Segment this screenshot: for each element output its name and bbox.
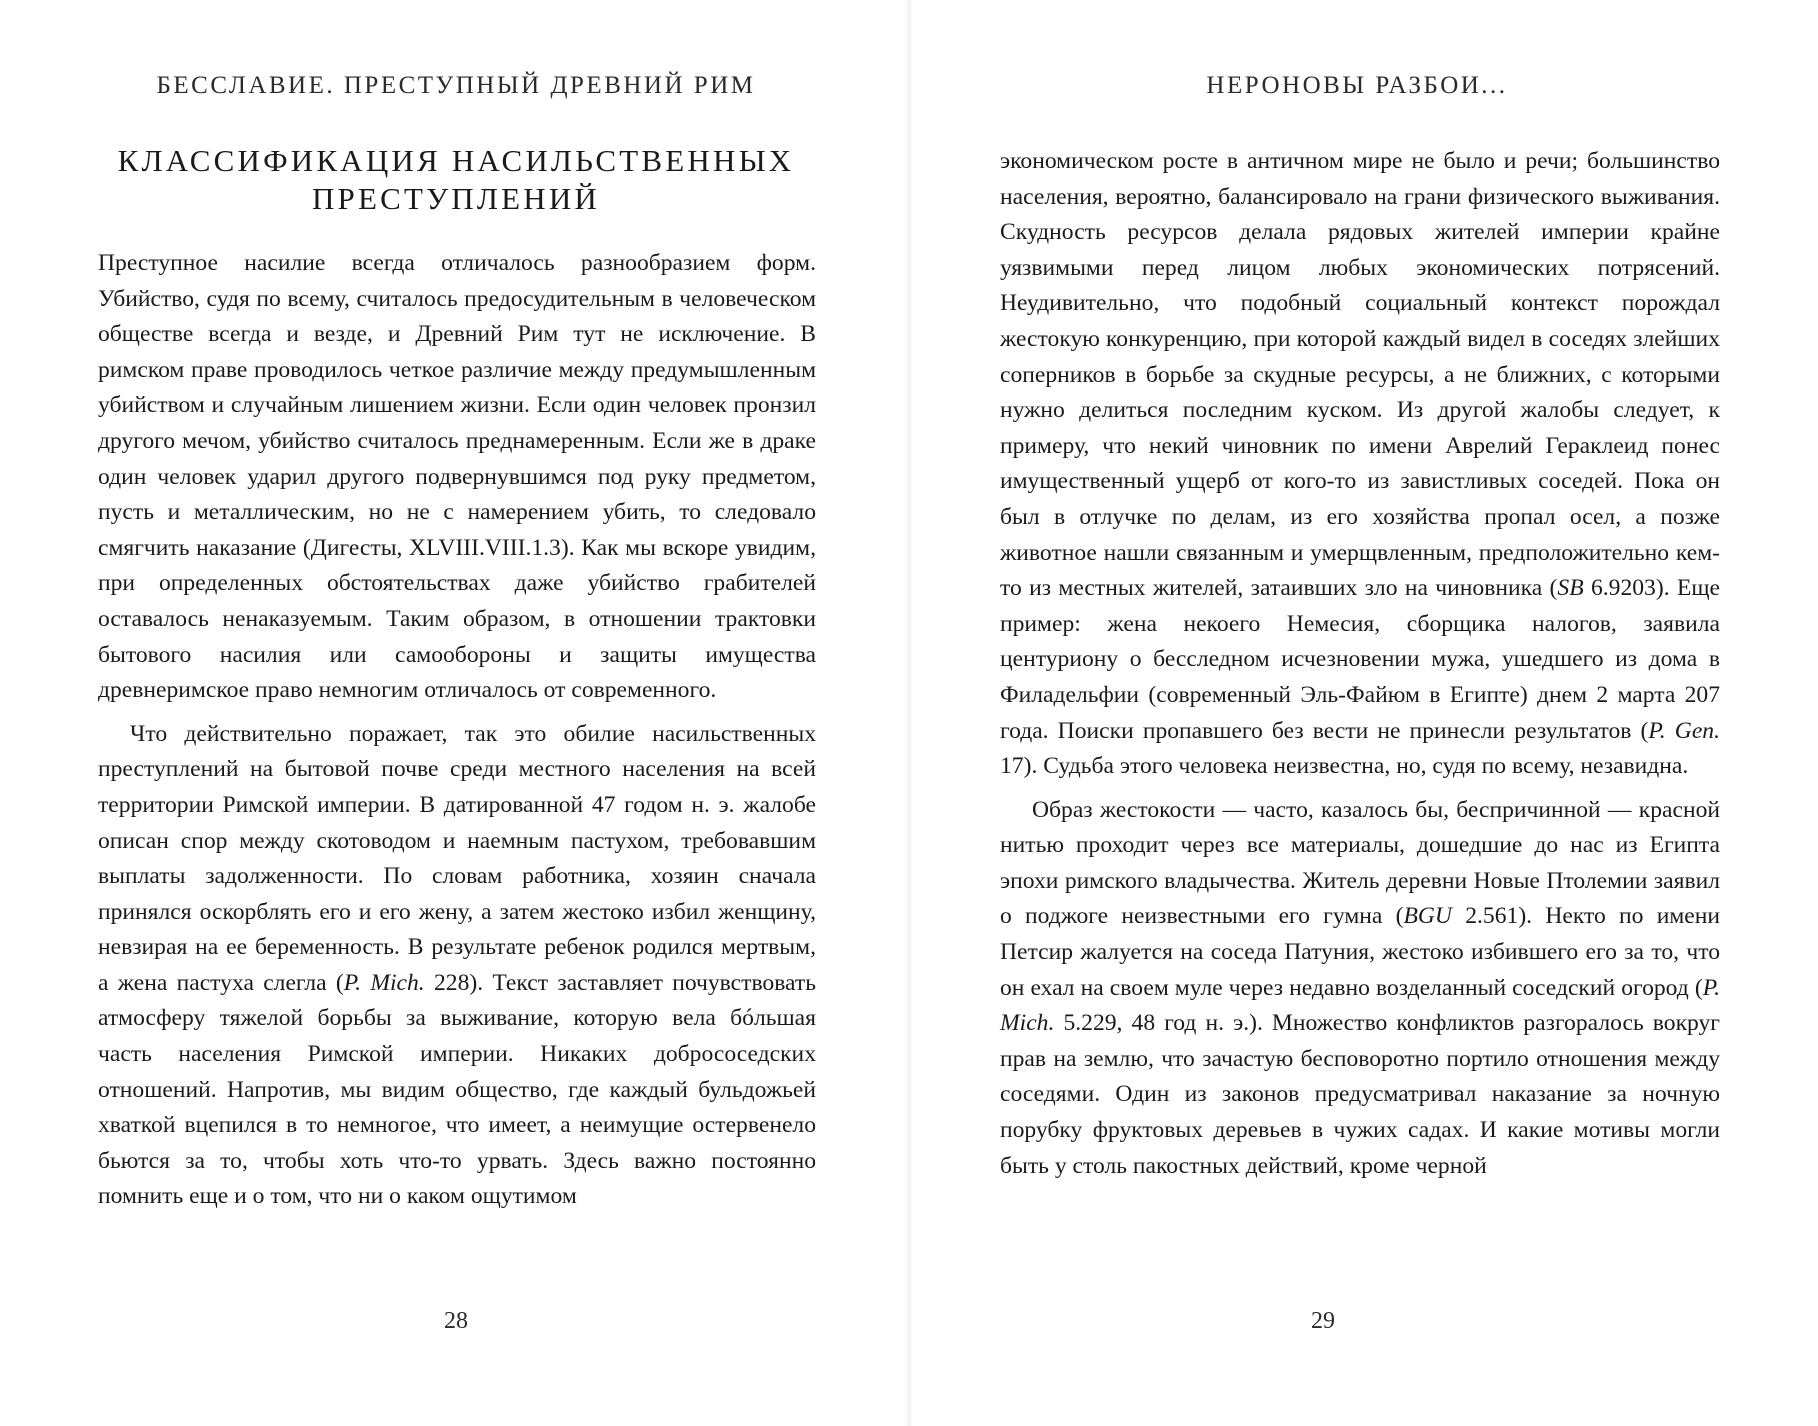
citation: SB [1557, 575, 1584, 602]
running-head: НЕРОНОВЫ РАЗБОИ... [1206, 72, 1508, 99]
text-run: экономическом росте в античном мире не было и речи; большинство населения, вероятно, балансировало на грани физического выживания. Скудность ресурсов делала рядовых жителей империи крайне уязвимыми перед лицом любых экономических потрясений. Неудивительно, что подобный социальный контекст порождал жестокую конкуренцию, при которой каждый видел в соседях злейших соперников в борьбе за скудные ресурсы, а не ближних, с которыми нужно делиться последним куском. Из другой жалобы следует, к примеру, что некий чиновник по имени Аврелий Гераклеид понес имущественный ущерб от кого-то из завистливых соседей. Пока он был в отлучке по делам, из его хозяйства пропал осел, а позже животное нашли связанным и умерщвленным, предположительно кем-то из местных жителей, затаивших зло на чиновника ( [1000, 148, 1720, 602]
text-run: 17). Судьба этого человека неизвестна, но, судя по всему, незавидна. [1000, 753, 1689, 780]
chapter-title [98, 142, 814, 218]
page-number: 28 [444, 1308, 468, 1334]
text-run: 5.229, 48 год н. э.). Множество конфликтов разгоралось вокруг прав на землю, что зачастую бесповоротно портило отношения между соседями. Один из законов предусматривал наказание за ночную порубку фруктовых деревьев в чужих садах. И какие мотивы могли быть у столь пакостных действий, кроме черной [1000, 1010, 1720, 1179]
right-page [909, 0, 1818, 1426]
text-run: Образ жестокости — часто, казалось бы, беспричинной — красной нитью проходит через все материалы, дошедшие до нас из Египта эпохи римского владычества. Житель деревни Новые Птолемии заявил о поджоге неизвестными его гумна ( [1000, 796, 1720, 930]
running-head: БЕССЛАВИЕ. ПРЕСТУПНЫЙ ДРЕВНИЙ РИМ [156, 72, 756, 99]
citation: P. Gen. [1648, 717, 1721, 744]
body-text [98, 246, 816, 1215]
paragraph [98, 717, 816, 1215]
chapter-title-line: КЛАССИФИКАЦИЯ НАСИЛЬСТВЕННЫХ [117, 143, 795, 178]
citation: P. Mich. [343, 969, 425, 996]
text-run: 228). Текст заставляет почувствовать атмосферу тяжелой борьбы за выживание, которую вела бóльшая часть населения Римской империи. Никаких добрососедских отношений. Напротив, мы видим общество, где каждый бульдожьей хваткой вцепился в то немногое, что имеет, а неимущие остервенело бьются за то, чтобы хоть что-то урвать. Здесь важно постоянно помнить еще и о том, что ни о каком ощутимом [98, 969, 816, 1210]
paragraph: Преступное насилие всегда отличалось разнообразием форм. Убийство, судя по всему, считалось предосудительным в человеческом обществе всегда и везде, и Древний Рим тут не исключение. В римском праве проводилось четкое различие между предумышленным убийством и случайным лишением жизни. Если один человек пронзил другого мечом, убийство считалось преднамеренным. Если же в драке один человек ударил другого подвернувшимся под руку предметом, пусть и металлическим, но не с намерением убить, то следовало смягчить наказание (Дигесты, XLVIII.VIII.1.3). Как мы вскоре увидим, при определенных обстоятельствах даже убийство грабителей оставалось ненаказуемым. Таким образом, в отношении трактовки бытового насилия или самообороны и защиты имущества древнеримское право немногим отличалось от современного. [98, 250, 816, 704]
body-text [1000, 144, 1720, 1184]
page-number: 29 [1311, 1308, 1335, 1334]
citation: BGU [1403, 903, 1452, 930]
paragraph [1000, 793, 1720, 1185]
chapter-title-line: ПРЕСТУПЛЕНИЙ [311, 181, 601, 216]
text-run: Что действительно поражает, так это обилие насильственных преступлений на бытовой почве среди местного населения на всей территории Римской империи. В датированной 47 годом н. э. жалобе описан спор между скотоводом и наемным пастухом, требовавшим выплаты задолженности. По словам работника, хозяин сначала принялся оскорблять его и его жену, а затем жестоко избил женщину, невзирая на ее беременность. В результате ребенок родился мертвым, а жена пастуха слегла ( [98, 720, 816, 996]
citation: P. Mich. [1000, 974, 1720, 1037]
text-run: 6.9203). Еще пример: жена некоего Немесия, сборщика налогов, заявила центуриону о бесследном исчезновении мужа, ушедшего из дома в Филадельфии (современный Эль-Файюм в Египте) днем 2 марта 207 года. Поиски пропавшего без вести не принесли результатов ( [1000, 575, 1720, 744]
paragraph [1000, 144, 1720, 785]
text-run: 2.561). Некто по имени Петсир жалуется на соседа Патуния, жестоко избившего его за то, что он ехал на своем муле через недавно возделанный соседский огород ( [1000, 903, 1720, 1001]
